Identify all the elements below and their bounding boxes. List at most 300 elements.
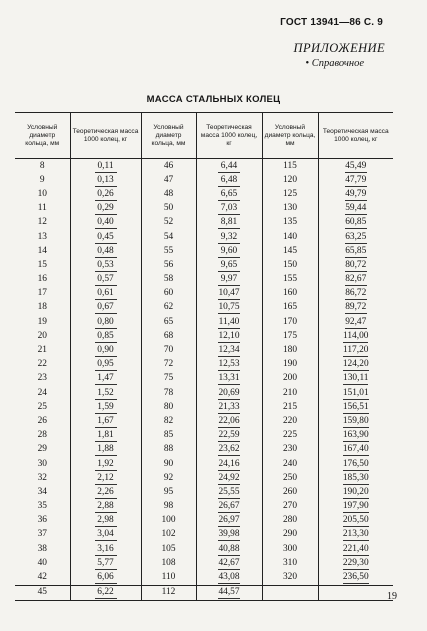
mass-cell <box>196 343 262 357</box>
diameter-cell: 78 <box>141 386 196 400</box>
diameter-cell: 170 <box>262 315 318 329</box>
mass-cell <box>318 159 393 174</box>
mass-cell <box>70 457 141 471</box>
diameter-cell: 180 <box>262 343 318 357</box>
mass-value: 6,48 <box>218 174 240 187</box>
table-row <box>15 556 393 570</box>
mass-cell <box>70 230 141 244</box>
diameter-cell: 310 <box>262 556 318 570</box>
diameter-cell: 112 <box>141 585 196 600</box>
mass-cell <box>196 400 262 414</box>
diameter-cell: 19 <box>37 316 47 327</box>
table-row <box>15 343 393 357</box>
diameter-cell: 9 <box>39 174 45 185</box>
mass-value: 11,40 <box>218 316 240 327</box>
diameter-cell: 13 <box>37 231 47 242</box>
diameter-cell: 230 <box>262 443 318 457</box>
mass-value: 117,20 <box>343 345 369 356</box>
diameter-cell: 85 <box>141 429 196 443</box>
column-header: Теоретическая масса 1000 колец, кг <box>70 113 141 159</box>
mass-cell <box>70 187 141 201</box>
mass-value: 9,97 <box>218 273 240 286</box>
mass-value: 1,59 <box>95 401 117 414</box>
mass-cell <box>70 556 141 570</box>
diameter-cell: 50 <box>141 202 196 216</box>
mass-value: 26,97 <box>218 515 240 526</box>
table-row <box>15 514 393 528</box>
mass-cell <box>70 542 141 556</box>
mass-cell <box>70 400 141 414</box>
mass-value: 0,11 <box>95 160 117 173</box>
diameter-cell: 108 <box>141 556 196 570</box>
mass-value: 24,16 <box>218 458 240 469</box>
mass-value: 1,67 <box>95 415 117 428</box>
mass-value: 2,98 <box>95 514 117 527</box>
mass-cell <box>318 386 393 400</box>
ring-mass-table <box>15 112 393 601</box>
mass-value: 0,67 <box>95 301 117 314</box>
diameter-cell: 47 <box>141 173 196 187</box>
diameter-cell: 250 <box>262 471 318 485</box>
mass-cell <box>318 244 393 258</box>
mass-value: 5,77 <box>95 557 117 570</box>
mass-value: 221,40 <box>342 543 369 554</box>
diameter-cell: 95 <box>141 485 196 499</box>
diameter-cell: 220 <box>262 414 318 428</box>
diameter-cell: 11 <box>37 203 47 214</box>
mass-cell <box>318 202 393 216</box>
diameter-cell: 88 <box>141 443 196 457</box>
diameter-cell: 42 <box>37 572 47 583</box>
diameter-cell: 34 <box>37 486 47 497</box>
mass-cell <box>70 358 141 372</box>
diameter-cell: 68 <box>141 329 196 343</box>
mass-cell <box>196 386 262 400</box>
mass-cell <box>70 414 141 428</box>
mass-value: 190,20 <box>342 486 369 497</box>
mass-value: 0,80 <box>95 316 117 329</box>
mass-value: 13,31 <box>218 373 240 384</box>
diameter-cell: 17 <box>37 288 47 299</box>
table-row <box>15 358 393 372</box>
mass-cell <box>318 471 393 485</box>
mass-value: 0,57 <box>95 273 117 286</box>
mass-value: 0,95 <box>95 358 117 371</box>
diameter-cell: 52 <box>141 216 196 230</box>
mass-value: 185,30 <box>342 472 369 483</box>
diameter-cell: 26 <box>37 415 47 426</box>
mass-value: 89,72 <box>345 302 367 313</box>
reference-label: • Справочное <box>305 58 364 69</box>
mass-value: 1,47 <box>95 372 117 385</box>
diameter-cell: 30 <box>37 458 47 469</box>
mass-value: 39,98 <box>218 529 240 540</box>
diameter-cell: 65 <box>141 315 196 329</box>
mass-value: 2,26 <box>95 486 117 499</box>
mass-value: 0,45 <box>95 231 117 244</box>
mass-value: 2,88 <box>95 500 117 513</box>
mass-value: 7,03 <box>218 202 240 215</box>
mass-value: 163,90 <box>342 430 369 441</box>
table-row <box>15 287 393 301</box>
table-row <box>15 216 393 230</box>
mass-cell <box>70 173 141 187</box>
mass-cell <box>196 287 262 301</box>
mass-cell <box>318 500 393 514</box>
mass-cell <box>70 273 141 287</box>
mass-value: 42,67 <box>218 557 240 568</box>
diameter-cell: 155 <box>262 273 318 287</box>
mass-value: 167,40 <box>342 444 369 455</box>
mass-cell <box>196 202 262 216</box>
mass-value: 0,53 <box>95 259 117 272</box>
mass-value: 22,59 <box>218 430 240 441</box>
mass-value: 25,55 <box>218 486 240 497</box>
mass-value: 20,69 <box>218 387 240 398</box>
mass-cell <box>196 315 262 329</box>
mass-value: 60,85 <box>345 217 367 228</box>
table-row <box>15 400 393 414</box>
mass-value: 1,81 <box>95 429 117 442</box>
table-row <box>15 244 393 258</box>
mass-value: 59,44 <box>345 203 367 214</box>
diameter-cell: 210 <box>262 386 318 400</box>
diameter-cell: 280 <box>262 514 318 528</box>
diameter-cell: 62 <box>141 301 196 315</box>
mass-cell <box>196 485 262 499</box>
diameter-cell: 290 <box>262 528 318 542</box>
mass-value: 43,08 <box>218 572 240 583</box>
page-number: 19 <box>387 591 397 602</box>
table-row <box>15 315 393 329</box>
mass-cell <box>318 315 393 329</box>
diameter-cell: 110 <box>141 570 196 585</box>
diameter-cell: 100 <box>141 514 196 528</box>
mass-value: 6,06 <box>95 571 117 584</box>
table-row <box>15 542 393 556</box>
mass-cell <box>70 443 141 457</box>
diameter-cell: 82 <box>141 414 196 428</box>
table-row <box>15 258 393 272</box>
table-row <box>15 485 393 499</box>
mass-cell <box>196 187 262 201</box>
diameter-cell: 150 <box>262 258 318 272</box>
mass-value: 0,90 <box>95 344 117 357</box>
diameter-cell: 25 <box>37 401 47 412</box>
diameter-cell: 45 <box>15 585 70 600</box>
mass-cell <box>196 443 262 457</box>
mass-value: 0,26 <box>95 188 117 201</box>
mass-cell <box>70 202 141 216</box>
mass-value: 3,16 <box>95 543 117 556</box>
mass-value: 40,88 <box>218 543 240 554</box>
mass-cell <box>318 514 393 528</box>
mass-value: 12,53 <box>218 359 240 370</box>
mass-value: 22,06 <box>218 415 240 426</box>
mass-cell <box>70 343 141 357</box>
column-header: Условный диаметр кольца, мм <box>262 113 318 159</box>
table-row <box>15 329 393 343</box>
table-row <box>15 528 393 542</box>
mass-cell <box>70 386 141 400</box>
mass-cell <box>70 258 141 272</box>
table-row <box>15 173 393 187</box>
diameter-cell: 120 <box>262 173 318 187</box>
diameter-cell: 102 <box>141 528 196 542</box>
mass-value: 6,65 <box>218 188 240 201</box>
table-row <box>15 187 393 201</box>
mass-cell <box>318 400 393 414</box>
diameter-cell: 28 <box>37 430 47 441</box>
table-row <box>15 500 393 514</box>
diameter-cell: 270 <box>262 500 318 514</box>
mass-value: 6,22 <box>95 586 117 599</box>
table-row <box>15 230 393 244</box>
diameter-cell: 32 <box>37 472 47 483</box>
mass-value: 2,12 <box>95 472 117 485</box>
mass-cell <box>196 556 262 570</box>
mass-value: 0,29 <box>95 202 117 215</box>
mass-value: 1,92 <box>95 458 117 471</box>
table-row <box>15 471 393 485</box>
mass-value: 229,30 <box>342 557 369 568</box>
mass-value: 3,04 <box>95 528 117 541</box>
mass-cell <box>196 301 262 315</box>
diameter-cell: 8 <box>39 160 45 171</box>
diameter-cell: 105 <box>141 542 196 556</box>
mass-cell <box>70 159 141 174</box>
mass-cell <box>318 358 393 372</box>
mass-cell <box>318 301 393 315</box>
mass-value: 213,30 <box>342 529 369 540</box>
mass-cell <box>196 273 262 287</box>
mass-cell <box>318 372 393 386</box>
table-row <box>15 414 393 428</box>
diameter-cell: 60 <box>141 287 196 301</box>
mass-value: 45,49 <box>345 160 367 171</box>
table-row <box>15 273 393 287</box>
mass-cell <box>318 429 393 443</box>
table-row <box>15 457 393 471</box>
diameter-cell: 15 <box>37 259 47 270</box>
mass-value: 44,57 <box>218 587 240 598</box>
mass-value: 80,72 <box>345 259 367 270</box>
diameter-cell: 260 <box>262 485 318 499</box>
mass-cell <box>196 358 262 372</box>
mass-cell <box>196 528 262 542</box>
table-row <box>15 301 393 315</box>
diameter-cell: 70 <box>141 343 196 357</box>
diameter-cell: 16 <box>37 274 47 285</box>
mass-value: 9,60 <box>218 245 240 258</box>
table-header-row <box>15 113 393 159</box>
diameter-cell: 130 <box>262 202 318 216</box>
mass-value: 49,79 <box>345 188 367 199</box>
mass-cell <box>196 585 262 600</box>
mass-value: 114,00 <box>343 330 369 341</box>
column-header: Условный диаметр кольца, мм <box>141 113 196 159</box>
mass-cell <box>318 443 393 457</box>
diameter-cell: 14 <box>37 245 47 256</box>
diameter-cell: 165 <box>262 301 318 315</box>
document-header: ГОСТ 13941—86 С. 9 <box>280 17 383 28</box>
diameter-cell <box>262 585 318 600</box>
diameter-cell: 215 <box>262 400 318 414</box>
diameter-cell: 115 <box>262 159 318 174</box>
mass-cell <box>196 216 262 230</box>
table-title: МАССА СТАЛЬНЫХ КОЛЕЦ <box>146 94 281 105</box>
column-header: Теоретическая масса 1000 колец, кг <box>318 113 393 159</box>
table-row <box>15 585 393 600</box>
mass-cell <box>196 429 262 443</box>
diameter-cell: 58 <box>141 273 196 287</box>
mass-cell <box>318 343 393 357</box>
mass-value: 24,92 <box>218 472 240 483</box>
mass-cell <box>70 315 141 329</box>
diameter-cell: 18 <box>37 302 47 313</box>
mass-value: 23,62 <box>218 444 240 455</box>
mass-value: 8,81 <box>218 216 240 229</box>
diameter-cell: 145 <box>262 244 318 258</box>
diameter-cell: 56 <box>141 258 196 272</box>
diameter-cell: 36 <box>37 515 47 526</box>
mass-cell <box>70 471 141 485</box>
mass-cell <box>318 570 393 585</box>
mass-cell <box>70 570 141 585</box>
mass-cell <box>70 585 141 600</box>
mass-value: 12,34 <box>218 345 240 356</box>
mass-value: 9,65 <box>218 259 240 272</box>
mass-cell <box>318 187 393 201</box>
mass-cell <box>318 287 393 301</box>
mass-value: 0,61 <box>95 287 117 300</box>
mass-cell <box>196 244 262 258</box>
appendix-label: ПРИЛОЖЕНИЕ <box>293 41 385 55</box>
mass-value: 236,50 <box>342 572 369 583</box>
mass-cell <box>196 173 262 187</box>
diameter-cell: 23 <box>37 373 47 384</box>
mass-cell <box>196 570 262 585</box>
mass-cell <box>196 471 262 485</box>
mass-cell <box>70 372 141 386</box>
mass-cell <box>196 329 262 343</box>
mass-cell <box>318 414 393 428</box>
mass-cell <box>318 585 393 600</box>
table-row <box>15 429 393 443</box>
diameter-cell: 90 <box>141 457 196 471</box>
diameter-cell: 160 <box>262 287 318 301</box>
column-header: Теоретическая масса 1000 колец, кг <box>196 113 262 159</box>
mass-value: 130,11 <box>343 373 369 384</box>
mass-cell <box>70 485 141 499</box>
diameter-cell: 48 <box>141 187 196 201</box>
mass-value: 0,40 <box>95 216 117 229</box>
mass-cell <box>70 216 141 230</box>
mass-value: 47,79 <box>345 174 367 185</box>
mass-cell <box>318 173 393 187</box>
mass-cell <box>70 287 141 301</box>
table-row <box>15 372 393 386</box>
table-row <box>15 570 393 585</box>
diameter-cell: 98 <box>141 500 196 514</box>
mass-value: 176,50 <box>342 458 369 469</box>
mass-value: 82,67 <box>345 274 367 285</box>
mass-cell <box>196 414 262 428</box>
mass-value: 6,44 <box>218 160 240 173</box>
diameter-cell: 92 <box>141 471 196 485</box>
mass-cell <box>318 329 393 343</box>
mass-cell <box>318 230 393 244</box>
diameter-cell: 20 <box>37 330 47 341</box>
diameter-cell: 38 <box>37 543 47 554</box>
mass-cell <box>196 457 262 471</box>
mass-cell <box>318 258 393 272</box>
diameter-cell: 125 <box>262 187 318 201</box>
table-row <box>15 386 393 400</box>
mass-cell <box>70 528 141 542</box>
mass-cell <box>318 273 393 287</box>
table-row <box>15 202 393 216</box>
diameter-cell: 21 <box>37 345 47 356</box>
diameter-cell: 300 <box>262 542 318 556</box>
diameter-cell: 35 <box>37 501 47 512</box>
mass-cell <box>196 500 262 514</box>
mass-value: 1,88 <box>95 443 117 456</box>
mass-value: 151,01 <box>342 387 369 398</box>
mass-value: 9,32 <box>218 231 240 244</box>
mass-value: 156,51 <box>342 401 369 412</box>
diameter-cell: 10 <box>37 188 47 199</box>
mass-value: 10,75 <box>218 302 240 313</box>
diameter-cell: 140 <box>262 230 318 244</box>
diameter-cell: 72 <box>141 358 196 372</box>
mass-cell <box>318 216 393 230</box>
mass-cell <box>318 556 393 570</box>
diameter-cell: 320 <box>262 570 318 585</box>
table-row <box>15 443 393 457</box>
mass-value: 26,67 <box>218 501 240 512</box>
diameter-cell: 240 <box>262 457 318 471</box>
diameter-cell: 200 <box>262 372 318 386</box>
table-row <box>15 159 393 174</box>
mass-value: 0,48 <box>95 245 117 258</box>
mass-value: 1,52 <box>95 387 117 400</box>
diameter-cell: 54 <box>141 230 196 244</box>
mass-cell <box>318 457 393 471</box>
mass-value: 159,80 <box>342 415 369 426</box>
mass-value: 0,85 <box>95 330 117 343</box>
diameter-cell: 75 <box>141 372 196 386</box>
reference-text: Справочное <box>311 58 364 69</box>
diameter-cell: 29 <box>37 444 47 455</box>
mass-cell <box>70 244 141 258</box>
diameter-cell: 190 <box>262 358 318 372</box>
diameter-cell: 225 <box>262 429 318 443</box>
mass-cell <box>196 542 262 556</box>
mass-value: 10,47 <box>218 288 240 299</box>
mass-cell <box>196 514 262 528</box>
diameter-cell: 135 <box>262 216 318 230</box>
mass-cell <box>196 372 262 386</box>
diameter-cell: 55 <box>141 244 196 258</box>
diameter-cell: 46 <box>141 159 196 174</box>
mass-cell <box>70 500 141 514</box>
mass-cell <box>70 329 141 343</box>
mass-value: 0,13 <box>95 174 117 187</box>
diameter-cell: 40 <box>37 557 47 568</box>
mass-value: 92,47 <box>345 316 367 327</box>
diameter-cell: 80 <box>141 400 196 414</box>
